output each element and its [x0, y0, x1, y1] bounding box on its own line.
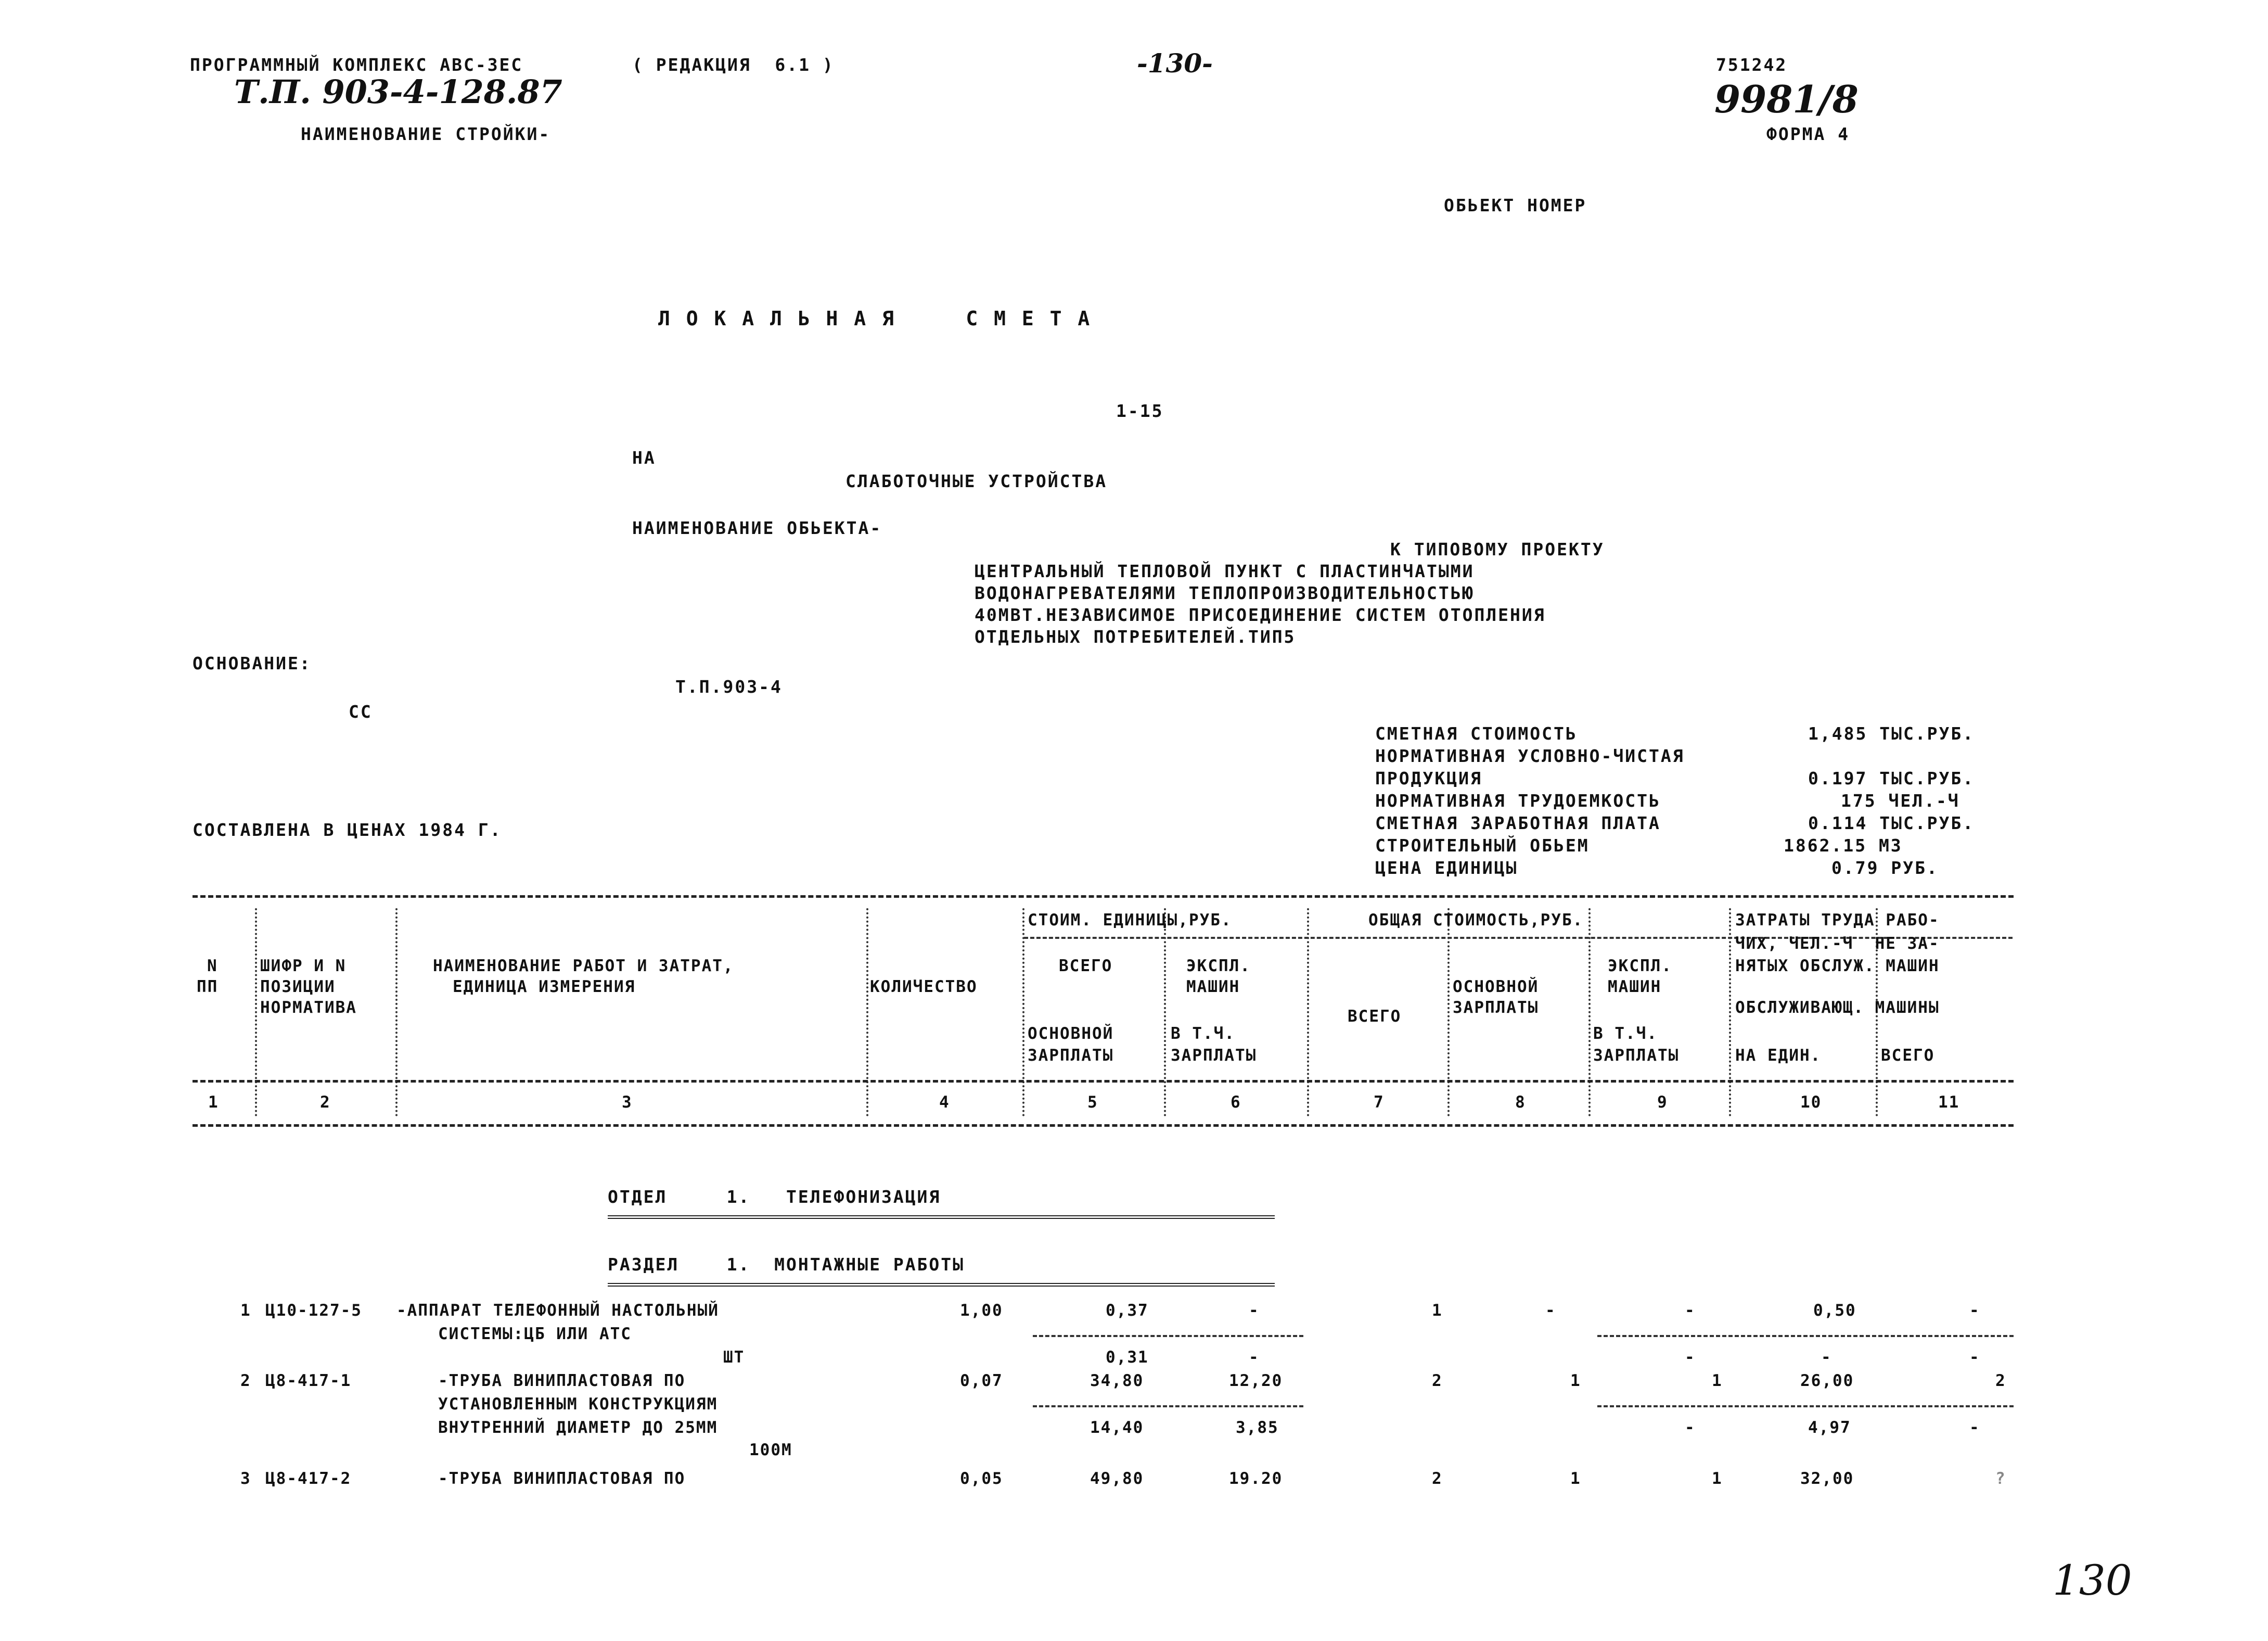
construction-label: НАИМЕНОВАНИЕ СТРОЙКИ-	[301, 124, 551, 144]
column-separator	[1447, 908, 1450, 1116]
row-total: 2	[1432, 1371, 1443, 1390]
row-subrule	[1033, 1335, 1303, 1337]
column-number: 8	[1515, 1093, 1526, 1112]
column-number: 5	[1087, 1093, 1098, 1112]
row-unit-total: 34,80	[1090, 1371, 1144, 1390]
column-number: 3	[622, 1093, 633, 1112]
summary-label: ЦЕНА ЕДИНИЦЫ	[1375, 858, 1518, 878]
col3-header-1: НАИМЕНОВАНИЕ РАБОТ И ЗАТРАТ,	[433, 957, 734, 975]
labor-header-2: ЧИХ, ЧЕЛ.-Ч НЕ ЗА-	[1735, 934, 1940, 953]
col1-header: N	[207, 957, 218, 975]
row-number: 2	[240, 1371, 251, 1390]
row-name: СИСТЕМЫ:ЦБ ИЛИ АТС	[438, 1325, 632, 1343]
row-labor-all: ?	[1995, 1469, 2006, 1488]
row-quantity: 0,05	[960, 1469, 1003, 1488]
total-base-header-2: ЗАРПЛАТЫ	[1453, 998, 1539, 1017]
column-number: 6	[1231, 1093, 1241, 1112]
row-name: УСТАНОВЛЕННЫМ КОНСТРУКЦИЯМ	[438, 1395, 718, 1414]
column-number: 4	[939, 1093, 950, 1112]
summary-label: СМЕТНАЯ СТОИМОСТЬ	[1375, 723, 1578, 744]
row-total-mach: 1	[1712, 1469, 1723, 1488]
summary-label: СТРОИТЕЛЬНЫЙ ОБЬЕМ	[1375, 835, 1590, 856]
handwritten-page-number: 130	[2053, 1556, 2132, 1605]
row-labor-per-unit: 0,50	[1813, 1301, 1856, 1320]
unit-mach-header-1: ЭКСПЛ.	[1186, 957, 1251, 975]
row-code: Ц10-127-5	[265, 1301, 362, 1320]
unit-mach-header-2: МАШИН	[1186, 977, 1240, 996]
row-labor-per-unit: 26,00	[1800, 1371, 1854, 1390]
unit-base-header-1: ОСНОВНОЙ	[1028, 1024, 1114, 1043]
total-cost-header: ОБЩАЯ СТОИМОСТЬ,РУБ.	[1368, 911, 1584, 930]
row-unit-mach: 19.20	[1229, 1469, 1283, 1488]
row-labor-sub: -	[1821, 1348, 1832, 1367]
column-separator	[1307, 908, 1309, 1116]
column-number: 7	[1374, 1093, 1385, 1112]
row-quantity: 0,07	[960, 1371, 1003, 1390]
row-unit-incl: -	[1249, 1348, 1260, 1367]
summary-value: 0.114 ТЫС.РУБ.	[1808, 813, 1975, 833]
all-header: ВСЕГО	[1881, 1046, 1935, 1065]
row-labor-all: 2	[1995, 1371, 2006, 1390]
col2-header-3: НОРМАТИВА	[260, 998, 357, 1017]
row-code: Ц8-417-2	[265, 1469, 352, 1488]
object-description-1: К ТИПОВОМУ ПРОЕКТУ	[1390, 539, 1605, 559]
col1-header-2: ПП	[197, 977, 219, 996]
row-subrule	[1597, 1335, 2014, 1337]
row-labor-sub: 4,97	[1808, 1418, 1851, 1437]
row-unit-mach: -	[1249, 1301, 1260, 1320]
column-number: 11	[1938, 1093, 1960, 1112]
summary-value: 1862.15 М3	[1784, 835, 1903, 856]
column-separator	[1729, 908, 1731, 1116]
per-unit-header: НА ЕДИН.	[1735, 1046, 1822, 1065]
summary-label: НОРМАТИВНАЯ УСЛОВНО-ЧИСТАЯ	[1375, 746, 1685, 766]
handwritten-number: 9981/8	[1714, 77, 1859, 121]
object-name-label: НАИМЕНОВАНИЕ ОБЬЕКТА-	[632, 518, 882, 538]
row-total-mach: -	[1685, 1301, 1696, 1320]
prices-note: СОСТАВЛЕНА В ЦЕНАХ 1984 Г.	[193, 820, 502, 840]
quantity-header: КОЛИЧЕСТВО	[870, 977, 978, 996]
row-unit-total: 49,80	[1090, 1469, 1144, 1488]
total-incl-header-1: В Т.Ч.	[1593, 1024, 1658, 1043]
row-unit-base: 14,40	[1090, 1418, 1144, 1437]
labor-header-3: НЯТЫХ ОБСЛУЖ. МАШИН	[1735, 957, 1940, 975]
row-total-base: 1	[1570, 1469, 1581, 1488]
page-number: -130-	[1137, 48, 1213, 79]
column-separator	[1022, 908, 1024, 1116]
row-subrule	[1033, 1405, 1303, 1407]
row-total-incl: -	[1685, 1418, 1696, 1437]
row-name: -ТРУБА ВИНИПЛАСТОВАЯ ПО	[438, 1469, 686, 1488]
unit-base-header-2: ЗАРПЛАТЫ	[1028, 1046, 1114, 1065]
unit-incl-header-1: В Т.Ч.	[1171, 1024, 1235, 1043]
doc-title: Л О К А Л Ь Н А Я С М Е Т А	[658, 307, 1092, 330]
row-total-mach: 1	[1712, 1371, 1723, 1390]
column-separator	[1164, 908, 1166, 1116]
row-unit-total: 0,37	[1106, 1301, 1149, 1320]
object-description-2: ЦЕНТРАЛЬНЫЙ ТЕПЛОВОЙ ПУНКТ С ПЛАСТИНЧАТЫМИ	[975, 561, 1475, 581]
estimate-number: 1-15	[1116, 401, 1164, 421]
total-base-header-1: ОСНОВНОЙ	[1453, 977, 1539, 996]
row-unit: 100М	[749, 1441, 792, 1459]
object-description-5: ОТДЕЛЬНЫХ ПОТРЕБИТЕЛЕЙ.ТИП5	[975, 627, 1296, 647]
column-numbers-bottom-rule	[193, 1124, 2014, 1127]
row-total: 2	[1432, 1469, 1443, 1488]
section-underline	[608, 1215, 1275, 1219]
subsection-underline	[608, 1283, 1275, 1287]
basis-value: Т.П.903-4	[675, 677, 783, 697]
summary-value: 1,485 ТЫС.РУБ.	[1808, 723, 1975, 744]
row-name: -АППАРАТ ТЕЛЕФОННЫЙ НАСТОЛЬНЫЙ	[396, 1301, 719, 1320]
row-unit-base: 0,31	[1106, 1348, 1149, 1367]
object-number-label: ОБЬЕКТ НОМЕР	[1444, 195, 1587, 215]
section-header: ОТДЕЛ 1. ТЕЛЕФОНИЗАЦИЯ	[608, 1187, 941, 1207]
column-separator	[255, 908, 257, 1116]
column-separator	[395, 908, 398, 1116]
unit-incl-header-2: ЗАРПЛАТЫ	[1171, 1046, 1257, 1065]
row-labor-all: -	[1969, 1301, 1980, 1320]
summary-label: НОРМАТИВНАЯ ТРУДОЕМКОСТЬ	[1375, 791, 1661, 811]
cc-label: СС	[349, 702, 373, 722]
total-mach-header-1: ЭКСПЛ.	[1608, 957, 1672, 975]
column-number: 2	[320, 1093, 331, 1112]
total-all-header: ВСЕГО	[1348, 1007, 1402, 1026]
column-separator	[1588, 908, 1591, 1116]
row-total-base: -	[1545, 1301, 1556, 1320]
row-labor-sub-all: -	[1969, 1348, 1980, 1367]
basis-label: ОСНОВАНИЕ:	[193, 653, 312, 673]
row-total-incl: -	[1685, 1348, 1696, 1367]
edition: ( РЕДАКЦИЯ 6.1 )	[632, 55, 835, 75]
total-incl-header-2: ЗАРПЛАТЫ	[1593, 1046, 1680, 1065]
program-name: ПРОГРАММНЫЙ КОМПЛЕКС АВС-3ЕС	[190, 55, 523, 75]
col2-header-2: ПОЗИЦИИ	[260, 977, 336, 996]
row-unit-incl: 3,85	[1236, 1418, 1279, 1437]
unit-cost-header: СТОИМ. ЕДИНИЦЫ,РУБ.	[1028, 911, 1232, 930]
column-number: 9	[1657, 1093, 1668, 1112]
row-code: Ц8-417-1	[265, 1371, 352, 1390]
header-bottom-rule	[193, 1080, 2014, 1083]
column-number: 10	[1800, 1093, 1822, 1112]
row-labor-per-unit: 32,00	[1800, 1469, 1854, 1488]
row-unit-mach: 12,20	[1229, 1371, 1283, 1390]
summary-value: 0.197 ТЫС.РУБ.	[1808, 768, 1975, 788]
col3-header-2: ЕДИНИЦА ИЗМЕРЕНИЯ	[453, 977, 636, 996]
summary-value: 175 ЧЕЛ.-Ч	[1841, 791, 1960, 811]
summary-value: 0.79 РУБ.	[1831, 858, 1939, 878]
summary-label: СМЕТНАЯ ЗАРАБОТНАЯ ПЛАТА	[1375, 813, 1661, 833]
row-total: 1	[1432, 1301, 1443, 1320]
row-number: 3	[240, 1469, 251, 1488]
object-description-3: ВОДОНАГРЕВАТЕЛЯМИ ТЕПЛОПРОИЗВОДИТЕЛЬНОСТЬЮ	[975, 583, 1475, 603]
row-labor-sub-all: -	[1969, 1418, 1980, 1437]
form-label: ФОРМА 4	[1766, 124, 1850, 144]
table-top-rule	[193, 895, 2014, 898]
column-number: 1	[208, 1093, 219, 1112]
row-name: ВНУТРЕННИЙ ДИАМЕТР ДО 25ММ	[438, 1418, 718, 1437]
row-total-base: 1	[1570, 1371, 1581, 1390]
total-mach-header-2: МАШИН	[1608, 977, 1662, 996]
handwritten-project: Т.П. 903-4-128.87	[234, 73, 562, 111]
subject: СЛАБОТОЧНЫЕ УСТРОЙСТВА	[845, 471, 1108, 491]
object-description-4: 40МВТ.НЕЗАВИСИМОЕ ПРИСОЕДИНЕНИЕ СИСТЕМ ОТОПЛЕНИЯ	[975, 605, 1546, 625]
doc-code: 751242	[1716, 55, 1788, 75]
on-label: НА	[632, 448, 656, 468]
column-separator	[866, 908, 868, 1116]
labor-header-1: ЗАТРАТЫ ТРУДА РАБО-	[1735, 911, 1940, 930]
row-quantity: 1,00	[960, 1301, 1003, 1320]
row-number: 1	[240, 1301, 251, 1320]
summary-label: ПРОДУКЦИЯ	[1375, 768, 1482, 788]
subsection-header: РАЗДЕЛ 1. МОНТАЖНЫЕ РАБОТЫ	[608, 1254, 965, 1275]
labor-sub-header: ОБСЛУЖИВАЮЩ. МАШИНЫ	[1735, 998, 1940, 1017]
row-subrule	[1597, 1405, 2014, 1407]
row-name: -ТРУБА ВИНИПЛАСТОВАЯ ПО	[438, 1371, 686, 1390]
row-unit: ШТ	[723, 1348, 745, 1367]
col2-header-1: ШИФР И N	[260, 957, 347, 975]
unit-total-header: ВСЕГО	[1059, 957, 1113, 975]
